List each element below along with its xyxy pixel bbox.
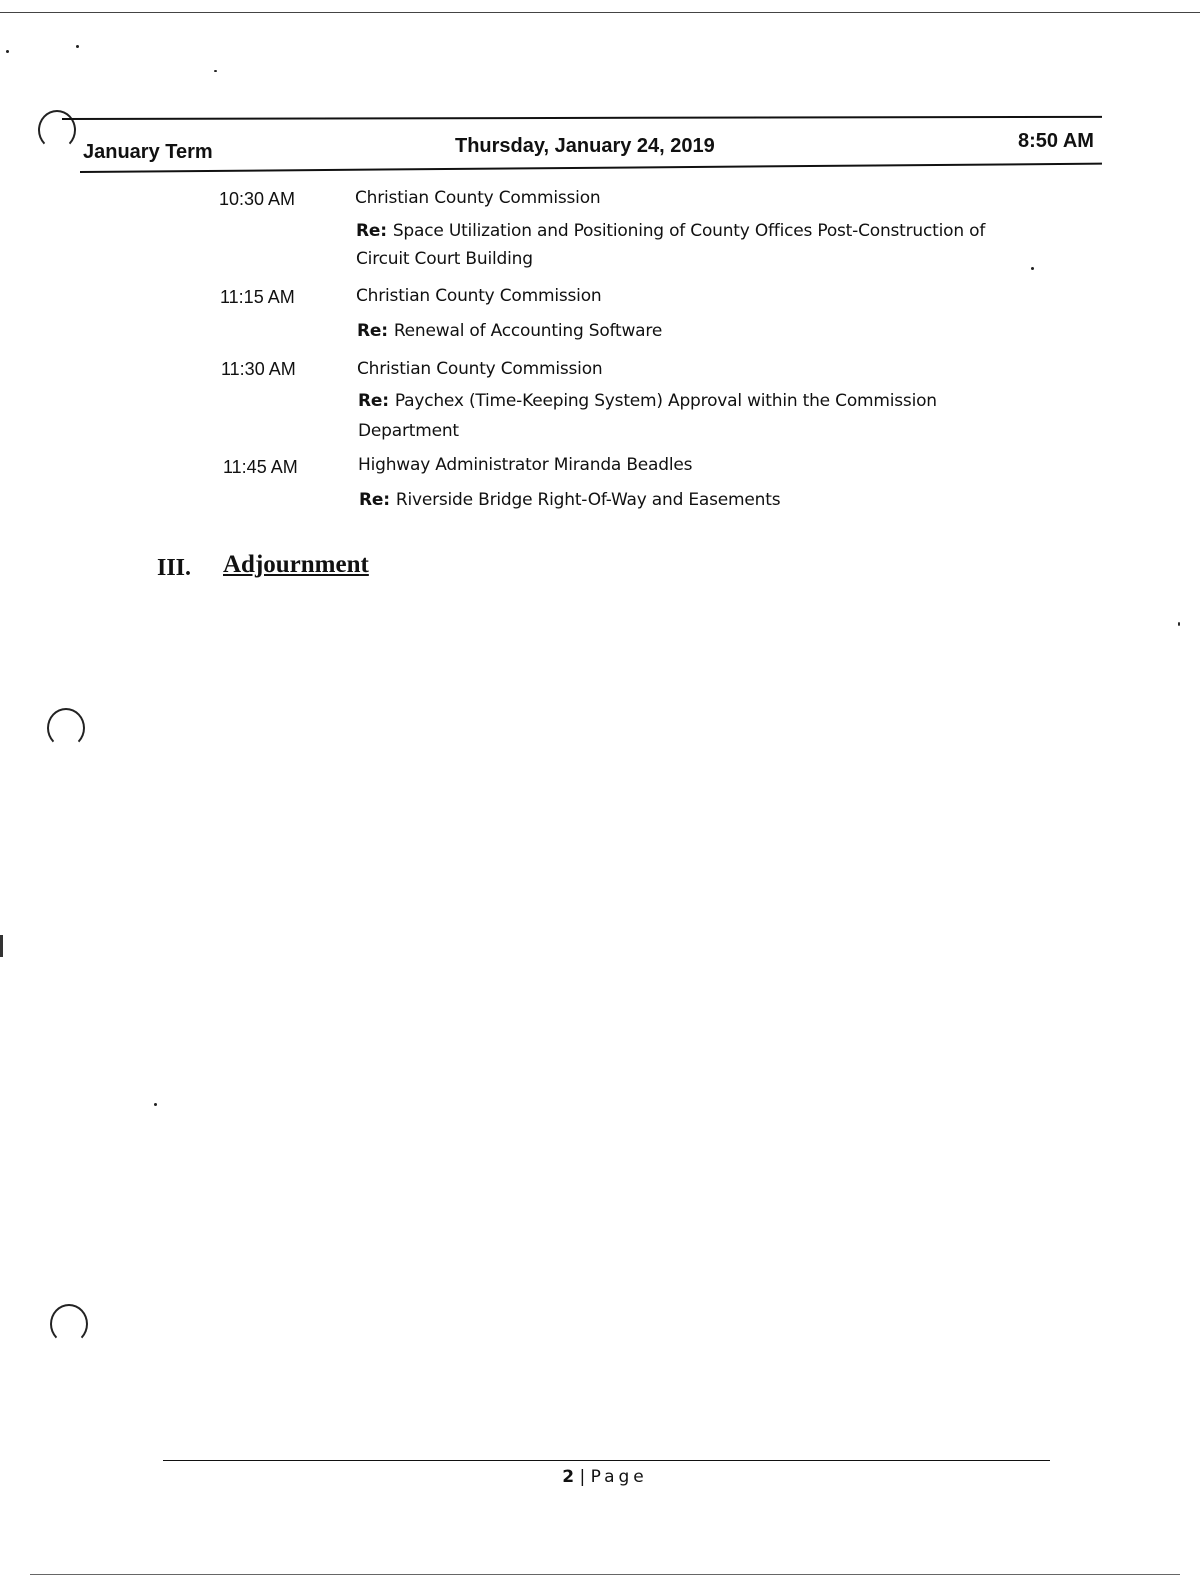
punch-hole-top bbox=[38, 110, 76, 150]
agenda-time: 11:45 AM bbox=[223, 457, 298, 477]
agenda-re bbox=[357, 318, 662, 344]
agenda-speaker: Christian County Commission bbox=[356, 286, 602, 306]
scan-edge-mark bbox=[0, 935, 3, 957]
re-label: Re: bbox=[358, 391, 389, 411]
agenda-speaker: Highway Administrator Miranda Beadles bbox=[358, 455, 693, 475]
page-footer bbox=[0, 1467, 1200, 1487]
scan-speck bbox=[76, 45, 79, 48]
header-term: January Term bbox=[83, 141, 213, 163]
section-number: III. bbox=[157, 555, 192, 581]
scan-speck bbox=[1031, 267, 1034, 270]
section-title: Adjournment bbox=[223, 551, 369, 578]
agenda-re bbox=[356, 218, 985, 244]
page-number: 2 bbox=[562, 1467, 575, 1487]
agenda-re-text: Space Utilization and Positioning of County Offices Post-Construction of bbox=[392, 221, 986, 241]
page-separator: | bbox=[579, 1467, 586, 1487]
header-rule-top bbox=[62, 116, 1102, 120]
agenda-re-text: Paychex (Time-Keeping System) Approval within the Commission bbox=[394, 391, 937, 411]
punch-hole-bottom bbox=[50, 1304, 88, 1344]
header-rule-bottom bbox=[80, 163, 1102, 173]
scan-edge-top bbox=[0, 12, 1200, 13]
header-date: Thursday, January 24, 2019 bbox=[455, 135, 715, 157]
re-label: Re: bbox=[357, 321, 388, 341]
re-label: Re: bbox=[359, 490, 390, 510]
scan-speck bbox=[6, 50, 9, 53]
scan-speck bbox=[1178, 622, 1180, 626]
agenda-re-continuation: Department bbox=[358, 421, 459, 441]
agenda-re-continuation: Circuit Court Building bbox=[356, 249, 533, 269]
agenda-re bbox=[358, 388, 937, 414]
agenda-speaker: Christian County Commission bbox=[355, 188, 601, 208]
scan-speck bbox=[214, 70, 217, 72]
header-time: 8:50 AM bbox=[1018, 130, 1094, 152]
agenda-re bbox=[359, 487, 780, 513]
scan-edge-bottom bbox=[30, 1574, 1180, 1575]
punch-hole-middle bbox=[47, 708, 85, 748]
agenda-time: 11:30 AM bbox=[221, 359, 296, 379]
agenda-re-text: Riverside Bridge Right-Of-Way and Easements bbox=[395, 490, 781, 510]
scan-speck bbox=[154, 1103, 157, 1106]
agenda-speaker: Christian County Commission bbox=[357, 359, 603, 379]
footer-rule bbox=[163, 1460, 1050, 1461]
agenda-re-text: Renewal of Accounting Software bbox=[393, 321, 663, 341]
re-label: Re: bbox=[356, 221, 387, 241]
page-word: Page bbox=[590, 1467, 648, 1487]
agenda-time: 11:15 AM bbox=[220, 287, 295, 307]
agenda-time: 10:30 AM bbox=[219, 189, 296, 209]
